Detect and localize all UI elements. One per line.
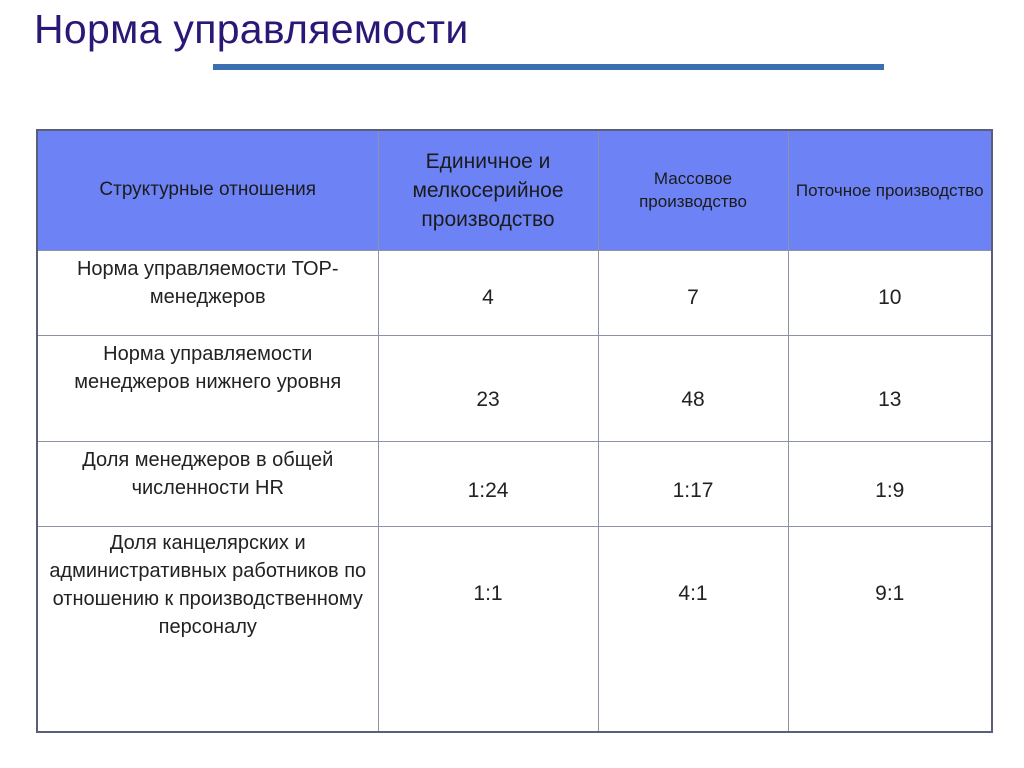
cell-single: 23 — [378, 335, 598, 441]
row-label: Норма управляемости менеджеров нижнего уровня — [37, 335, 378, 441]
header-flow-production: Поточное производство — [788, 130, 992, 250]
span-of-control-table — [36, 129, 993, 733]
table-row — [37, 335, 992, 441]
header-structure: Структурные отношения — [37, 130, 378, 250]
title-underline — [213, 64, 884, 70]
cell-single: 1:24 — [378, 441, 598, 526]
cell-flow: 10 — [788, 250, 992, 335]
cell-flow: 9:1 — [788, 526, 992, 732]
cell-single: 4 — [378, 250, 598, 335]
cell-mass: 48 — [598, 335, 788, 441]
table-row — [37, 526, 992, 732]
row-label: Норма управляемости ТОР-менеджеров — [37, 250, 378, 335]
page-title: Норма управляемости — [34, 6, 469, 52]
header-mass-production: Массовое производство — [598, 130, 788, 250]
header-single-production: Единичное и мелкосерийное производство — [378, 130, 598, 250]
cell-mass: 7 — [598, 250, 788, 335]
table-header-row — [37, 130, 992, 250]
cell-flow: 13 — [788, 335, 992, 441]
cell-flow: 1:9 — [788, 441, 992, 526]
table-row — [37, 441, 992, 526]
cell-single: 1:1 — [378, 526, 598, 732]
cell-mass: 4:1 — [598, 526, 788, 732]
cell-mass: 1:17 — [598, 441, 788, 526]
row-label: Доля менеджеров в общей численности HR — [37, 441, 378, 526]
table-row — [37, 250, 992, 335]
row-label: Доля канцелярских и административных работников по отношению к производственному персоналу — [37, 526, 378, 732]
